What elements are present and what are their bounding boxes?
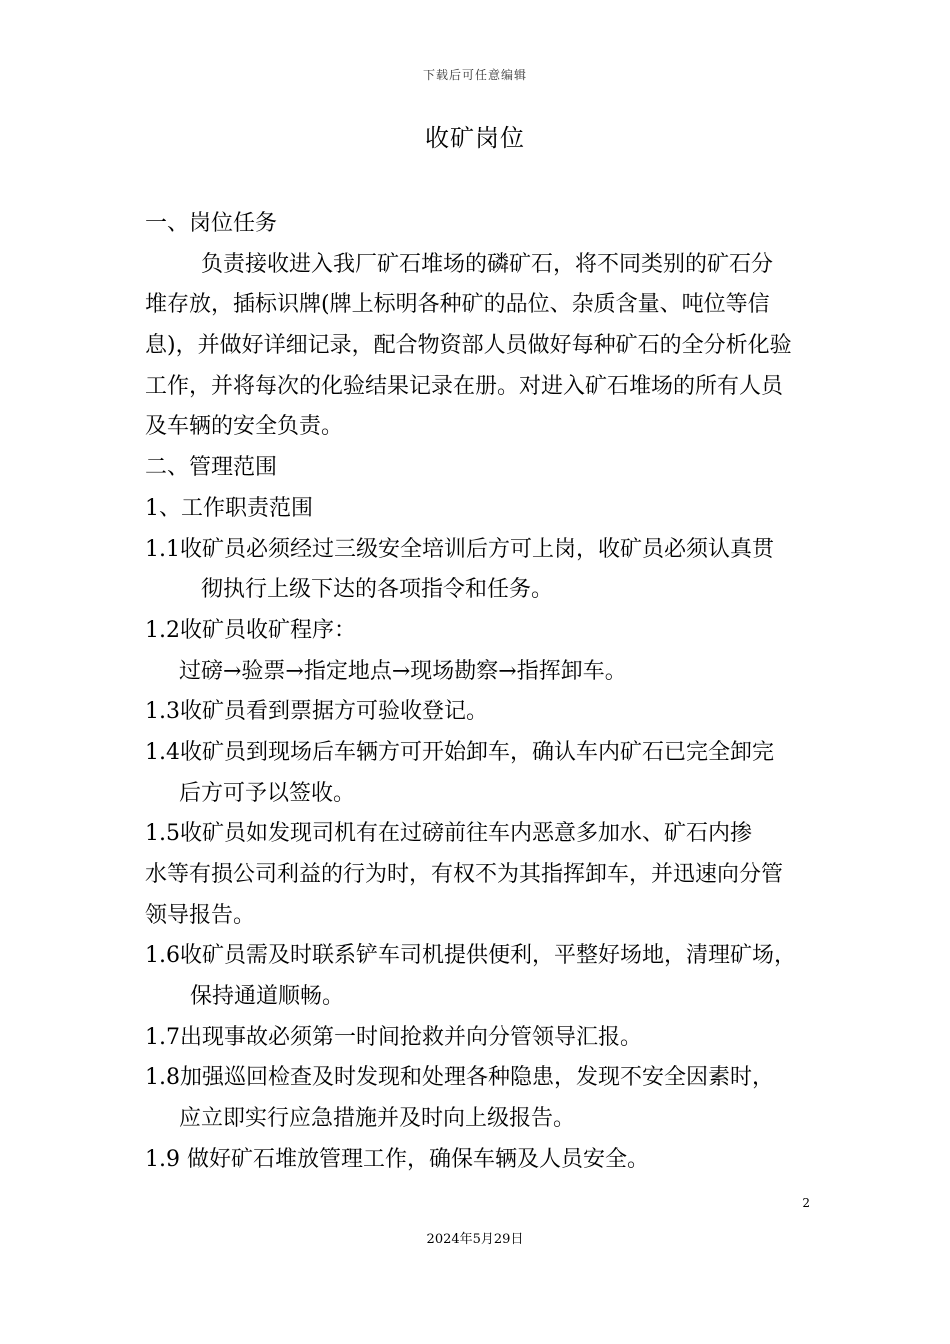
list-item-continuation: 后方可予以签收。 bbox=[179, 780, 356, 806]
list-item-1-3: 1.3收矿员看到票据方可验收登记。 bbox=[145, 699, 488, 725]
list-item-continuation: 应立即实行应急措施并及时向上级报告。 bbox=[179, 1106, 576, 1132]
list-item-continuation: 水等有损公司利益的行为时，有权不为其指挥卸车，并迅速向分管 bbox=[145, 862, 784, 887]
page-number: 2 bbox=[802, 1196, 810, 1210]
list-item-continuation: 彻执行上级下达的各项指令和任务。 bbox=[201, 577, 554, 603]
document-body bbox=[145, 204, 815, 1181]
section-heading-scope: 二、管理范围 bbox=[145, 455, 278, 481]
list-item-1-4: 1.4收矿员到现场后车辆方可开始卸车，确认车内矿石已完全卸完 bbox=[145, 739, 774, 765]
list-item-1-6: 1.6收矿员需及时联系铲车司机提供便利，平整好场地，清理矿场， bbox=[145, 943, 796, 969]
paragraph-line: 及车辆的安全负责。 bbox=[145, 414, 344, 440]
footer-date: 2024年5月29日 bbox=[426, 1232, 524, 1247]
paragraph-line: 工作，并将每次的化验结果记录在册。对进入矿石堆场的所有人员 bbox=[145, 373, 784, 399]
list-item-1-2: 1.2收矿员收矿程序： bbox=[145, 617, 356, 643]
list-item-1-7: 1.7出现事故必须第一时间抢救并向分管领导汇报。 bbox=[145, 1024, 642, 1050]
list-item-1-9: 1.9 做好矿石堆放管理工作，确保车辆及人员安全。 bbox=[145, 1146, 649, 1172]
paragraph-line: 息)，并做好详细记录，配合物资部人员做好每种矿石的全分析化验 bbox=[145, 333, 792, 359]
list-item-1-5: 1.5收矿员如发现司机有在过磅前往车内恶意多加水、矿石内掺 bbox=[145, 821, 752, 847]
list-item-continuation: 保持通道顺畅。 bbox=[190, 984, 345, 1010]
header-note: 下载后可任意编辑 bbox=[422, 68, 527, 82]
subsection-heading: 1、工作职责范围 bbox=[145, 495, 313, 521]
procedure-flow: 过磅→验票→指定地点→现场勘察→指挥卸车。 bbox=[179, 658, 627, 684]
list-item-continuation: 领导报告。 bbox=[145, 902, 256, 928]
paragraph-line: 堆存放，插标识牌(牌上标明各种矿的品位、杂质含量、吨位等信 bbox=[145, 292, 770, 318]
document-title: 收矿岗位 bbox=[425, 124, 525, 152]
list-item-1-8: 1.8加强巡回检查及时发现和处理各种隐患，发现不安全因素时， bbox=[145, 1065, 774, 1091]
paragraph-line: 负责接收进入我厂矿石堆场的磷矿石，将不同类别的矿石分 bbox=[201, 251, 774, 277]
list-item-1-1: 1.1收矿员必须经过三级安全培训后方可上岗，收矿员必须认真贯 bbox=[145, 536, 774, 562]
section-heading-tasks: 一、岗位任务 bbox=[145, 211, 278, 236]
